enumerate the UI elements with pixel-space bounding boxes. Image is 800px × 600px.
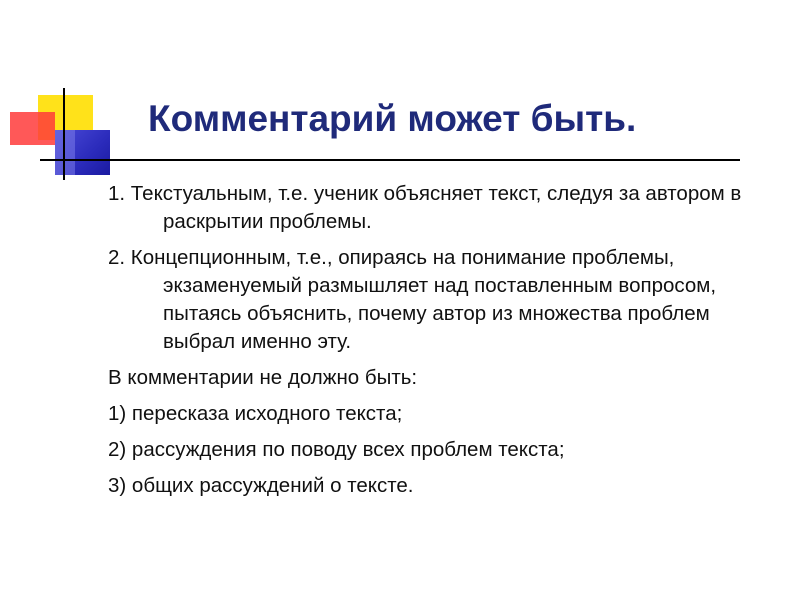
vertical-rule: [63, 88, 65, 180]
body-paragraph-item-1: 1) пересказа исходного текста;: [108, 402, 403, 425]
decorative-squares-logo: [0, 0, 120, 190]
slide-title: Комментарий может быть.: [148, 98, 637, 139]
title-underline: [40, 159, 740, 161]
body-paragraph-textual: 1. Текстуальным, т.е. ученик объясняет текст, следуя за автором в раскрытии проблемы.: [108, 182, 742, 233]
red-square: [10, 112, 55, 145]
body-paragraph-item-3: 3) общих рассуждений о тексте.: [108, 474, 414, 497]
body-paragraph-item-2: 2) рассуждения по поводу всех проблем текста;: [108, 438, 565, 461]
blue-square-highlight: [55, 130, 75, 175]
slide-body: [108, 180, 778, 508]
body-paragraph-must-not-heading: В комментарии не должно быть:: [108, 366, 418, 389]
body-paragraph-conceptual: 2. Концепционным, т.е., опираясь на понимание проблемы, экзаменуемый размышляет над поставленным вопросом, пытаясь объяснить, почему автор из множества проблем выбрал именно эту.: [108, 246, 717, 353]
